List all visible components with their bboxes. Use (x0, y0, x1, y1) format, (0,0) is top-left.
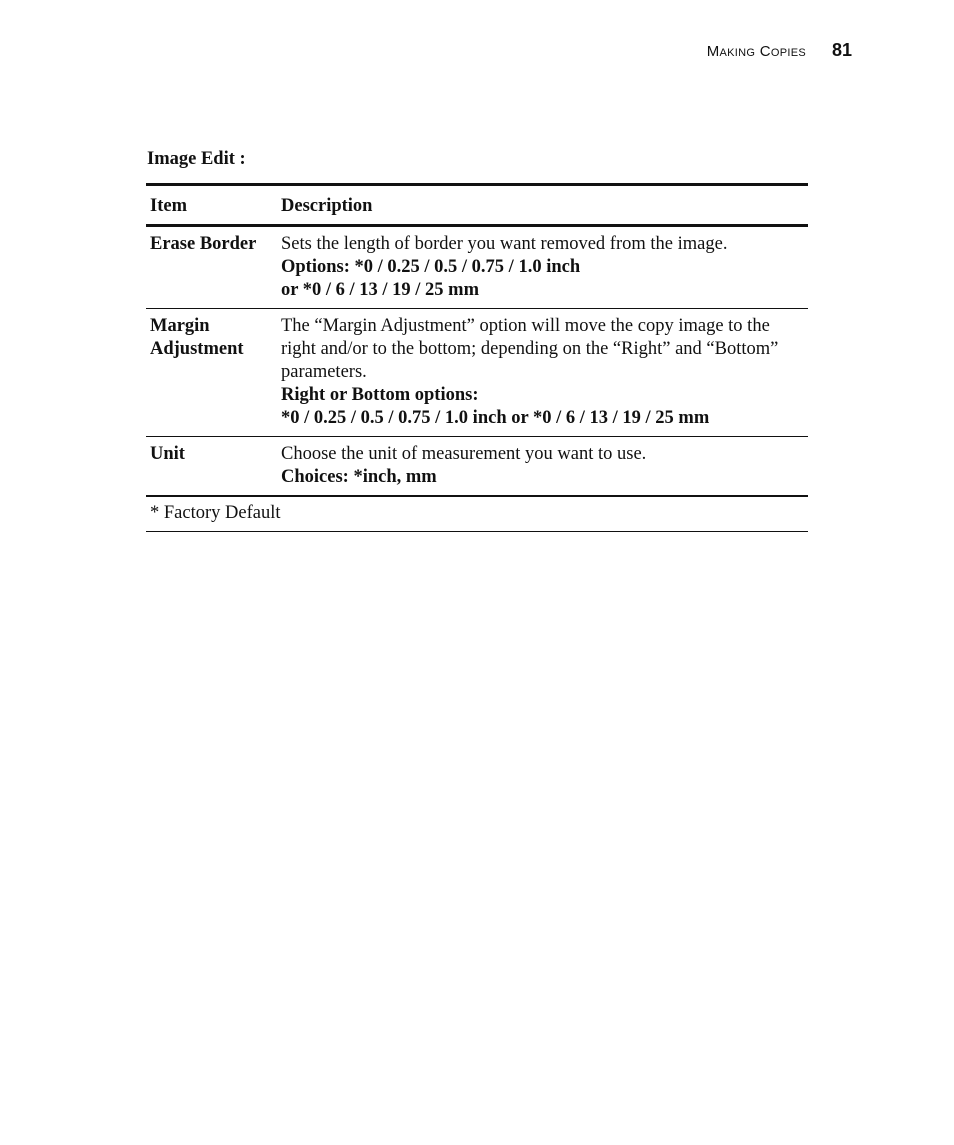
running-header (707, 40, 852, 61)
description-text: Sets the length of border you want removed from the image. (281, 234, 728, 254)
description-text: The “Margin Adjustment” option will move the copy image to the right and/or to the bottom; depending on the “Right” and “Bottom” parameters. (281, 316, 779, 382)
options-line: Choices: *inch, mm (281, 467, 437, 487)
row-description (281, 233, 808, 302)
table-row (146, 227, 808, 309)
item-line: Adjustment (150, 339, 244, 359)
table-header-row (146, 186, 808, 227)
table-row (146, 437, 808, 497)
options-line: *0 / 0.25 / 0.5 / 0.75 / 1.0 inch or *0 / 6 / 13 / 19 / 25 mm (281, 408, 710, 428)
image-edit-table (146, 183, 808, 532)
column-header-description: Description (281, 196, 373, 216)
options-line: Options: *0 / 0.25 / 0.5 / 0.75 / 1.0 inch (281, 257, 581, 277)
description-text: Choose the unit of measurement you want to use. (281, 444, 647, 464)
section-title: Image Edit : (147, 149, 246, 169)
page-number: 81 (831, 40, 852, 60)
table-footnote: * Factory Default (146, 497, 808, 532)
table-row (146, 309, 808, 437)
row-description (281, 315, 808, 430)
row-item-margin-adjustment (146, 315, 281, 430)
item-line: Margin (150, 316, 210, 336)
options-line: Right or Bottom options: (281, 385, 479, 405)
chapter-title: Making Copies (706, 43, 806, 60)
row-item-erase-border: Erase Border (150, 234, 257, 254)
options-line: or *0 / 6 / 13 / 19 / 25 mm (281, 280, 480, 300)
row-description (281, 443, 808, 489)
column-header-item: Item (150, 196, 187, 216)
row-item-unit: Unit (150, 444, 185, 464)
